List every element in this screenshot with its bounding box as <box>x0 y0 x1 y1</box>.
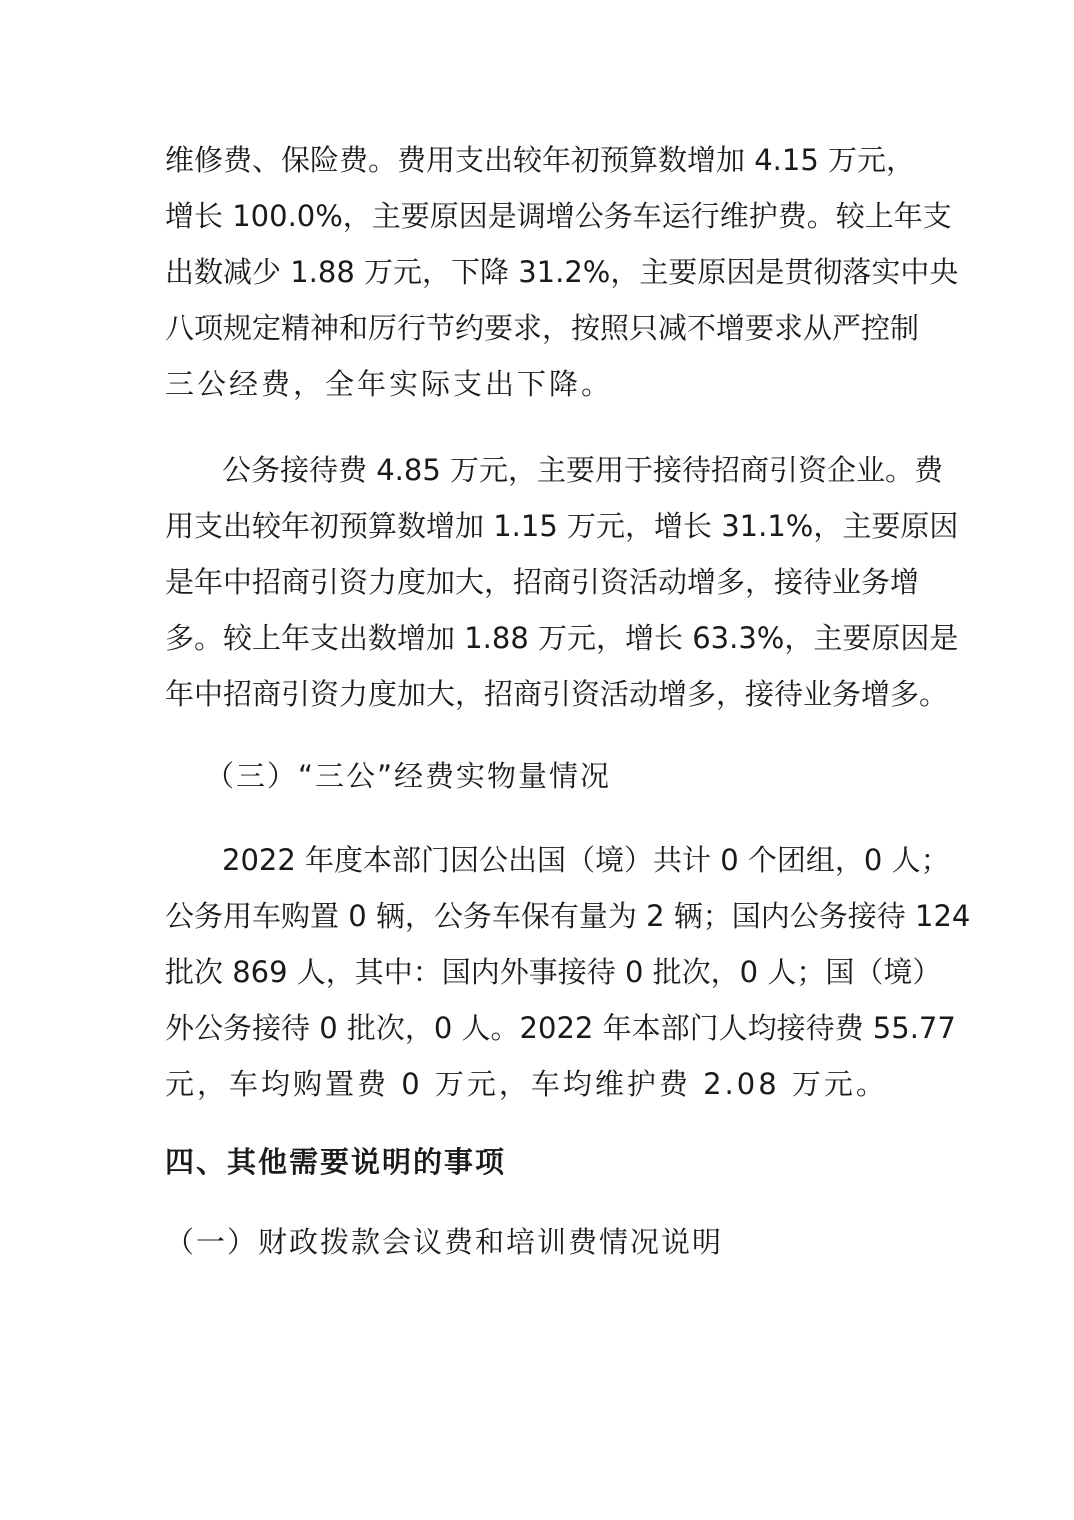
paragraph-3-line-1: 2022 年度本部门因公出国（境）共计 0 个团组，0 人； <box>222 843 950 877</box>
paragraph-1-line-5: 三公经费，全年实际支出下降。 <box>165 367 614 401</box>
paragraph-1-line-1: 维修费、保险费。费用支出较年初预算数增加 4.15 万元， <box>165 143 916 177</box>
paragraph-3-line-4: 外公务接待 0 批次，0 人。2022 年本部门人均接待费 55.77 <box>165 1011 956 1045</box>
paragraph-2-line-1: 公务接待费 4.85 万元，主要用于接待招商引资企业。费 <box>222 453 944 487</box>
paragraph-1-line-4: 八项规定精神和厉行节约要求，按照只减不增要求从严控制 <box>165 311 920 345</box>
subheading-4-1: （一）财政拨款会议费和培训费情况说明 <box>165 1225 724 1259</box>
paragraph-3-line-2: 公务用车购置 0 辆，公务车保有量为 2 辆；国内公务接待 124 <box>165 899 971 933</box>
paragraph-2-line-3: 是年中招商引资力度加大，招商引资活动增多，接待业务增 <box>165 565 920 599</box>
paragraph-1-line-2: 增长 100.0%，主要原因是调增公务车运行维护费。较上年支 <box>165 199 952 233</box>
paragraph-2-line-5: 年中招商引资力度加大，招商引资活动增多，接待业务增多。 <box>165 677 949 711</box>
paragraph-2-line-4: 多。较上年支出数增加 1.88 万元，增长 63.3%，主要原因是 <box>165 621 959 655</box>
paragraph-3-line-3: 批次 869 人，其中：国内外事接待 0 批次，0 人；国（境） <box>165 955 942 989</box>
section-4-heading: 四、其他需要说明的事项 <box>165 1145 507 1179</box>
paragraph-3-line-5: 元，车均购置费 0 万元，车均维护费 2.08 万元。 <box>165 1067 888 1101</box>
subheading-3: （三）“三公”经费实物量情况 <box>205 759 612 793</box>
paragraph-2-line-2: 用支出较年初预算数增加 1.15 万元，增长 31.1%，主要原因 <box>165 509 959 543</box>
paragraph-1-line-3: 出数减少 1.88 万元，下降 31.2%，主要原因是贯彻落实中央 <box>165 255 959 289</box>
